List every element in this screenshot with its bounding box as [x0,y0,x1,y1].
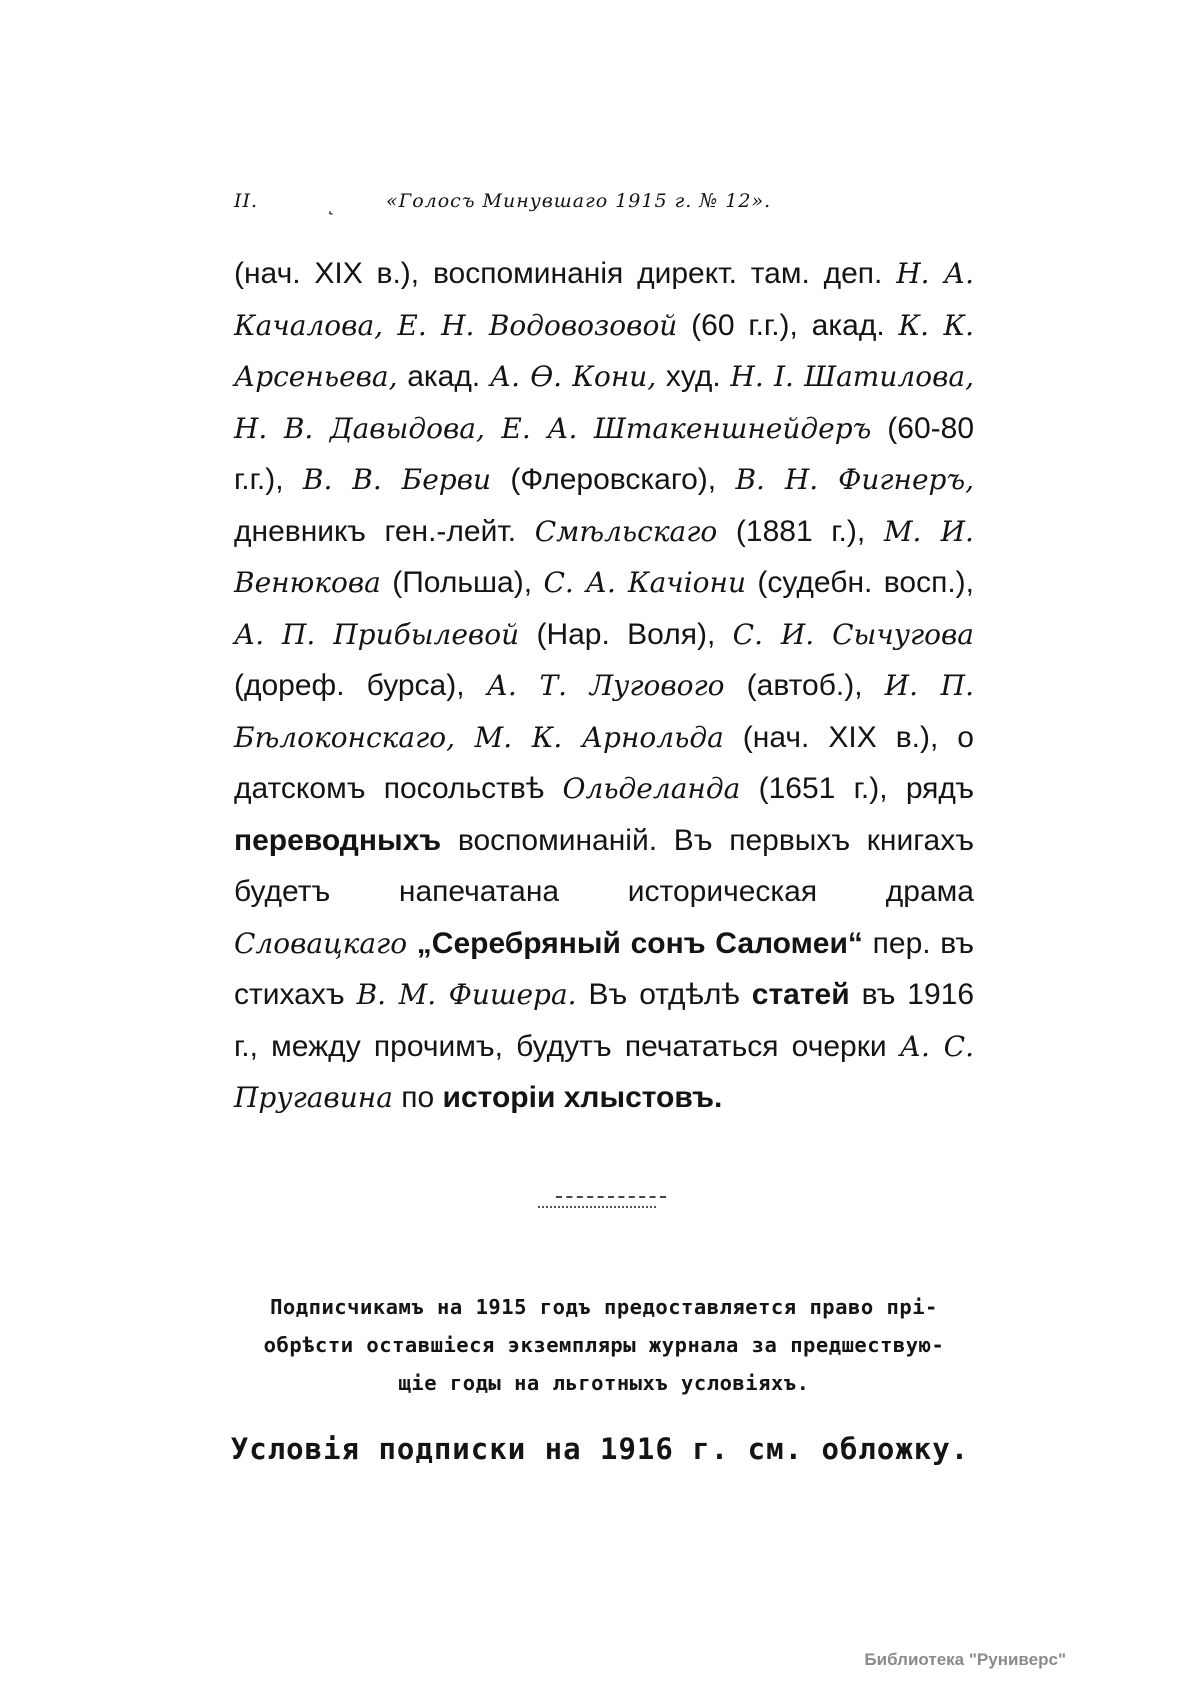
header-dot: ˛ [326,194,337,216]
author-name: С. И. Сычугова [732,617,975,651]
author-name: А. П. Прибылевой [234,617,520,651]
body-paragraph [234,248,974,1124]
author-name: Н. І. Шатилова, Н. В. Давыдова, Е. А. Штакеншнейдеръ [234,360,974,445]
running-title: «Голосъ Минувшаго 1915 г. № 12». [386,190,772,212]
author-name: М. И. Венюкова [234,514,974,599]
notice-line: Подписчикамъ на 1915 годъ предоставляется право прі- [270,1295,938,1319]
text-segment: въ 1916 г., между прочимъ, будутъ печататься очерки [234,978,975,1063]
library-watermark: Библиотека "Руниверс" [864,1650,1066,1669]
text-segment: (Нар. Воля), [536,617,716,651]
bold-term: переводныхъ [234,823,442,857]
bold-term: исторіи хлыстовъ. [442,1081,723,1114]
author-name: В. В. Берви [302,463,492,496]
text-segment: дневникъ ген.-лейт. [234,514,517,548]
text-segment: (1881 г.), [735,514,866,548]
text-segment: (автоб.), [746,669,863,702]
text-segment: (нач. XIX в.), о датскомъ посольствѣ [234,720,974,805]
notice-line: щіе годы на льготныхъ условіяхъ. [398,1371,810,1395]
author-name: В. Н. Фигнеръ, [735,463,975,496]
separator-dots [538,1206,656,1208]
author-name: Н. А. Качалова, Е. Н. Водовозовой [234,257,975,342]
text-segment: по [401,1081,435,1114]
text-segment: (Флеровскаго), [510,463,717,496]
author-name: В. М. Фишера. [356,978,577,1011]
text-segment: пер. въ стихахъ [234,926,975,1011]
page-number: II. [234,190,259,212]
text-segment: (60-80 г.г.), [234,411,974,496]
author-name: Словацкаго [234,926,408,960]
author-name: А. Т. Лугового [486,669,725,702]
drama-title: „Серебряный сонъ Саломеи“ [416,926,863,960]
separator-dashes [556,1196,666,1198]
text-segment: (судебн. восп.), [757,566,974,599]
text-segment: худ. [665,360,721,393]
author-name: Смѣльскаго [534,514,718,548]
text-segment: (Польша), [392,566,533,599]
subscription-conditions: Условія подписки на 1916 г. см. обложку. [230,1432,970,1466]
running-header [0,190,1200,220]
text-segment: (дореф. бурса), [234,669,465,702]
author-name: Ольделанда [562,772,741,805]
text-segment: акад. [407,360,481,393]
text-segment: воспоминаній. Въ первыхъ книгахъ будетъ напечатана историческая драма [234,823,974,908]
section-separator [538,1196,666,1208]
notice-line: обрѣсти оставшіеся экземпляры журнала за предшествую- [263,1333,945,1357]
author-name: К. К. Арсеньева, [234,308,975,393]
subscriber-notice [224,1288,984,1402]
bold-term: статей [751,978,850,1011]
text-segment: (нач. XIX в.), воспоминанія директ. там. деп. [234,257,883,290]
author-name: А. Ѳ. Кони, [489,360,657,393]
text-segment: (1651 г.), рядъ [758,772,975,805]
author-name: И. П. Бѣлоконскаго, М. К. Арнольда [234,669,974,754]
text-segment: (60 г.г.), акад. [691,308,885,342]
text-segment: Въ отдѣлѣ [588,978,740,1011]
author-name: А. С. Пругавина [234,1029,974,1114]
author-name: С. А. Качіони [543,566,746,599]
